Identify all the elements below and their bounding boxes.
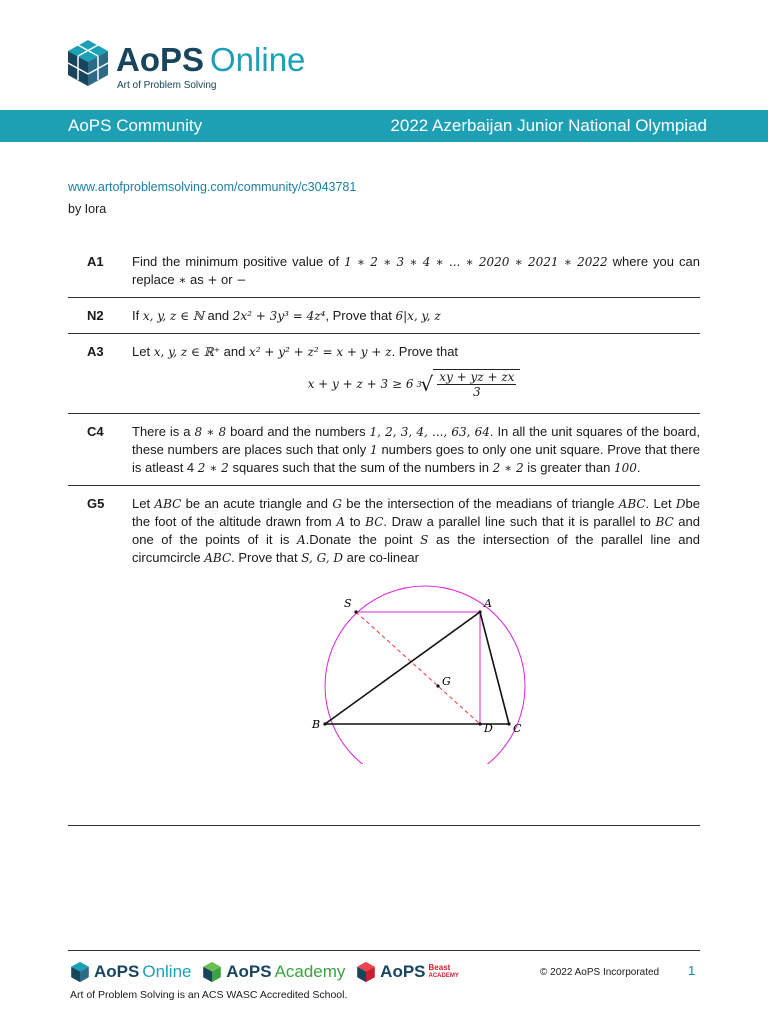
problem-a1 <box>68 244 700 298</box>
label-g: G <box>442 675 451 688</box>
point-c <box>507 722 510 725</box>
label-b: B <box>312 718 321 731</box>
page-number: 1 <box>688 963 696 978</box>
problem-c4 <box>68 414 700 486</box>
community-label[interactable]: AoPS Community <box>68 116 203 135</box>
contest-title: 2022 Azerbaijan Junior National Olympiad <box>390 116 707 135</box>
dashed-line-sd <box>356 612 480 724</box>
footer-logos <box>70 960 465 984</box>
problem-text: There is a 8 ∗ 8 board and the numbers 1, 2, 3, 4, ..., 63, 64. In all the unit squares of the board, these numbers are places such that only 1 numbers goes to only one unit square. Prove that there is atleast 4 2 ∗ 2 squares such that the sum of the numbers in 2 ∗ 2 is greater than 100. <box>132 424 700 475</box>
problem-text: Let x, y, z ∈ ℝ⁺ and x² + y² + z² = x + y + z. Prove that <box>132 344 459 359</box>
beast-academy-cube-icon <box>356 961 376 983</box>
geometry-figure <box>308 584 548 764</box>
logo-tagline: Art of Problem Solving <box>117 80 217 91</box>
label-s: S <box>344 597 352 610</box>
footer-beast-academy-logo[interactable]: AoPS Beast ACADEMY <box>356 960 459 984</box>
problem-text: Find the minimum positive value of 1 ∗ 2 ∗ 3 ∗ 4 ∗ ... ∗ 2020 ∗ 2021 ∗ 2022 where you can replace ∗ as + or − <box>132 254 700 287</box>
problem-label: A3 <box>87 344 104 359</box>
problem-list <box>68 244 700 826</box>
logo-online-text: Online <box>210 41 306 78</box>
side-ab <box>325 612 480 724</box>
problem-n2 <box>68 298 700 334</box>
point-s <box>354 610 357 613</box>
footer-aops-online-logo[interactable]: AoPS Online <box>70 960 191 984</box>
point-d <box>478 722 481 725</box>
problem-text: Let ABC be an acute triangle and G be the intersection of the meadians of triangle ABC. Let Dbe the foot of the altitude drawn from A to BC. Draw a parallel line such that it is parallel to BC and one of the points of it is A.Donate the point S as the intersection of the parallel line and circumcircle ABC. Prove that S, G, D are co-linear <box>132 496 700 565</box>
label-d: D <box>484 722 493 735</box>
community-url-link[interactable]: www.artofproblemsolving.com/community/c3043781 <box>68 180 357 194</box>
label-c: C <box>513 722 522 735</box>
footer-aops-academy-logo[interactable]: AoPS Academy <box>202 960 345 984</box>
display-inequality: x + y + z + 3 ≥ 6 3 √ $\frac{xy + yz + zx}{3}$ <box>128 369 700 399</box>
logo-aops-text: AoPS <box>116 41 205 78</box>
point-b <box>323 722 326 725</box>
copyright-text: © 2022 AoPS Incorporated <box>540 967 660 978</box>
header-band <box>0 110 768 142</box>
author-line: by Iora <box>68 202 107 216</box>
point-g <box>436 684 439 687</box>
problem-label: A1 <box>87 254 104 269</box>
aops-cube-icon <box>66 38 110 88</box>
point-a <box>478 610 481 613</box>
problem-a3 <box>68 334 700 414</box>
problem-label: C4 <box>87 424 104 439</box>
aops-cube-icon <box>70 961 90 983</box>
aops-academy-cube-icon <box>202 961 222 983</box>
side-ac <box>480 612 509 724</box>
footer-divider <box>68 950 700 951</box>
accreditation-text: Art of Problem Solving is an ACS WASC Accredited School. <box>70 989 348 1001</box>
problem-text: If x, y, z ∈ ℕ and 2x² + 3y³ = 4z⁴, Prove that 6|x, y, z <box>132 308 441 323</box>
problem-label: N2 <box>87 308 104 323</box>
problem-g5 <box>68 486 700 826</box>
label-a: A <box>484 597 492 610</box>
problem-label: G5 <box>87 496 105 511</box>
